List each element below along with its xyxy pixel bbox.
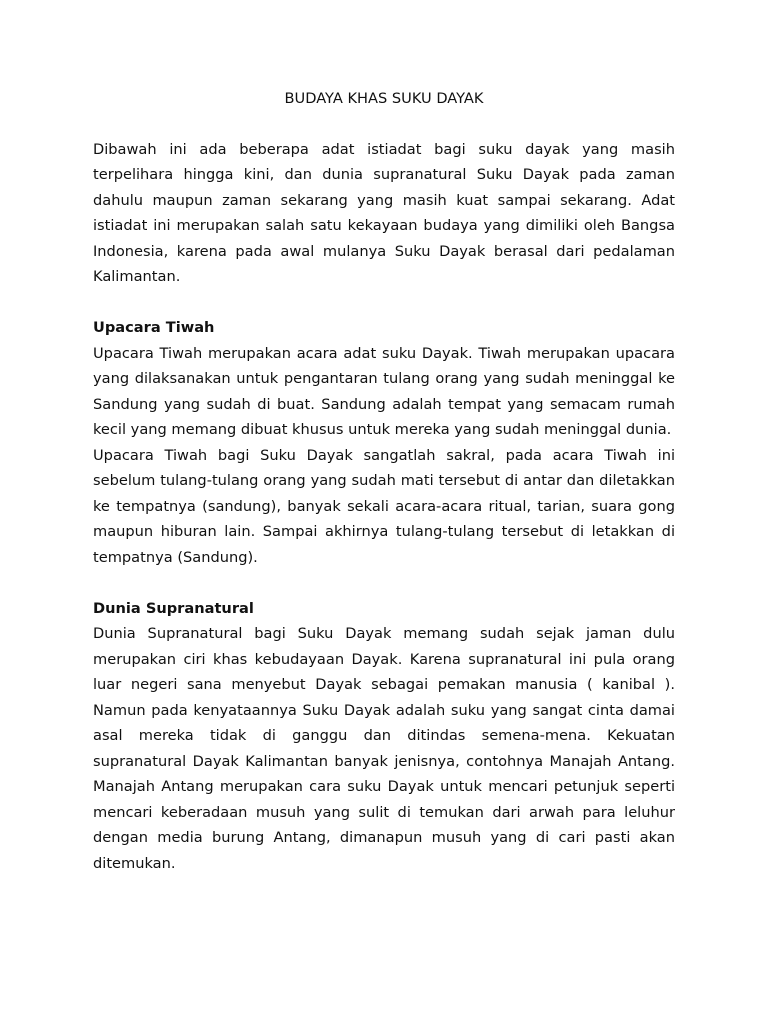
document-title: BUDAYA KHAS SUKU DAYAK [284,90,484,107]
intro-paragraph: Dibawah ini ada beberapa adat istiadat bagi suku dayak yang masih terpelihara hingga kini, dan dunia supranatural Suku Dayak pada zaman dahulu maupun zaman sekarang yang masih kuat sampai sekarang. Adat istiadat ini merupakan salah satu kekayaan budaya yang dimiliki oleh Bangsa Indonesia, karena pada awal mulanya Suku Dayak berasal dari pedalaman Kalimantan. [93,140,675,285]
tiwah-paragraph-1: Upacara Tiwah merupakan acara adat suku Dayak. Tiwah merupakan upacara yang dilaksanakan untuk pengantaran tulang orang yang sudah meninggal ke Sandung yang sudah di buat. Sandung adalah tempat yang semacam rumah kecil yang memang dibuat khusus untuk mereka yang sudah meninggal dunia. [93,344,675,438]
tiwah-paragraph-2: Upacara Tiwah bagi Suku Dayak sangatlah sakral, pada acara Tiwah ini sebelum tulang-tulang orang yang sudah mati tersebut di antar dan diletakkan ke tempatnya (sandung), banyak sekali acara-acara ritual, tarian, suara gong maupun hiburan lain. Sampai akhirnya tulang-tulang tersebut di letakkan di tempatnya (Sandung). [93,446,675,566]
section-heading-upacara-tiwah: Upacara Tiwah [93,319,215,336]
section-spacer [93,290,675,316]
supranatural-paragraph-1: Dunia Supranatural bagi Suku Dayak memang sudah sejak jaman dulu merupakan ciri khas kebudayaan Dayak. Karena supranatural ini pula orang luar negeri sana menyebut Dayak sebagai pemakan manusia ( kanibal ). Namun pada kenyataannya Suku Dayak adalah suku yang sangat cinta damai asal mereka tidak di ganggu dan ditindas semena-mena. Kekuatan supranatural Dayak Kalimantan banyak jenisnya, contohnya Manajah Antang. Manajah Antang merupakan cara suku Dayak untuk mencari petunjuk seperti mencari keberadaan musuh yang sulit di temukan dari arwah para leluhur dengan media burung Antang, dimanapun musuh yang di cari pasti akan ditemukan. [93,625,675,872]
section-heading-dunia-supranatural: Dunia Supranatural [93,599,254,617]
document-body [93,86,675,876]
section-spacer [93,570,675,596]
